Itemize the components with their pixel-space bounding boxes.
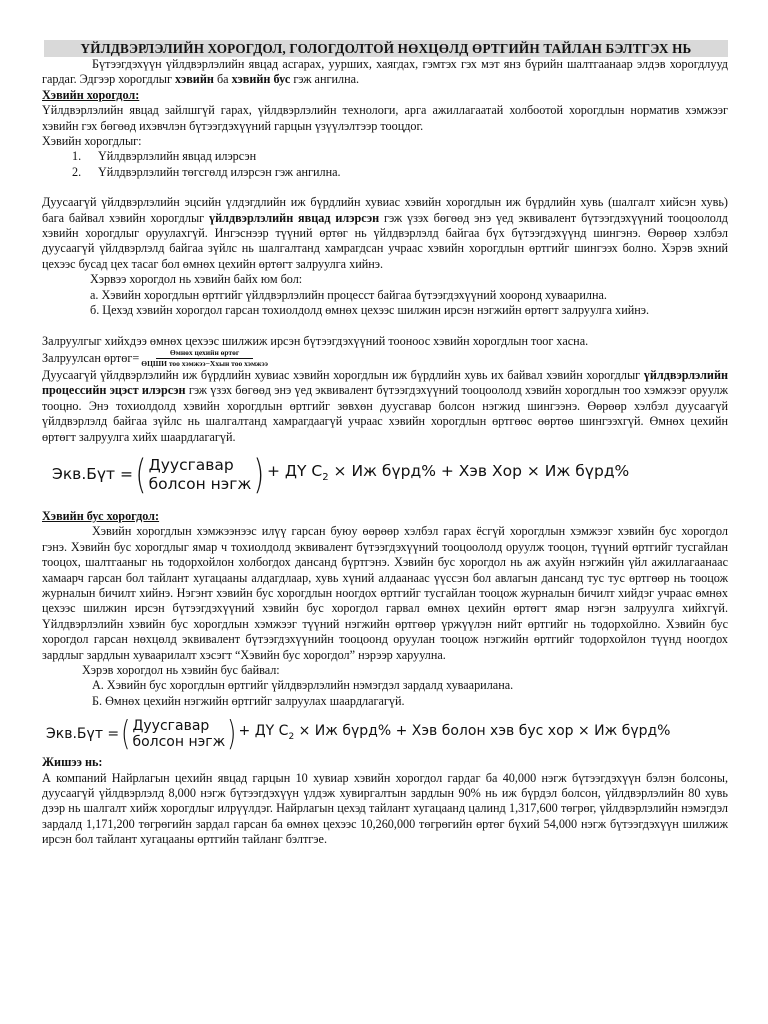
abnormal-loss-paragraph: Хэвийн хорогдлын хэмжээнээс илүү гарсан буюу өөрөөр хэлбэл гарах ёсгүй хорогдлын хэмжээг хэвийн бус хорогдол гэнэ. Хэвийн бус хорогдлыг ямар ч тохиолдолд эквивалент бүтээгдэхүүний тооцоололд оруулж тооцон, түүний өртгийг тусгайлан тооцох, шалтгааныг нь тодорхойлон холбогдох дансанд бүртгэнэ. Хэвийн бус хорогдол нь аж ахуйн нэгжийн үйл ажиллагаанаас хамаарч гарсан бол тайлант хугацааны алдагдлаар, хувь хүний алдаанаас үүссэн бол авлагын дансанд тус тус өртгөөр нь тооцож журналын бичилт хийнэ. Нэгэнт хэвийн бус хорогдлын ноогдох өртгийг тусгайлан тооцож журналын бичилт хийдэг учраас өмнөх цехээс шилжин ирсэн бүтээгдэхүүний хэвийн бус хорогдол гарвал өмнөх цехийн өртөгт ямар нэгэн залруулга хийхгүй. Үйлдвэрлэлийн хэвийн бус хорогдлын хэмжээг түүний нэгжийн өртгөөр үржүүлэн нийт өртгийг нь тодорхойлно. Хэвийн бус хорогдол гарсан нөхцөлд эквивалент бүтээгдэхүүнийн тооцоонд оруулан тооцож нэгжийн өртгийг тодорхойлон түүнд ноогдох зардлыг зардлын хуваарилалт хэсэгт “Хэвийн бус хорогдол” нэрээр харуулна. [42, 524, 728, 662]
list-item: 1. Үйлдвэрлэлийн явцад илэрсэн [72, 149, 257, 164]
adjusted-cost-formula [42, 349, 728, 368]
normal-if-label: Хэрвээ хорогдол нь хэвийн байх юм бол: [90, 272, 303, 287]
list-item: 2. Үйлдвэрлэлийн төгсгөлд илэрсэн гэж ангилна. [72, 164, 341, 179]
intro-paragraph: Бүтээгдэхүүн үйлдвэрлэлийн явцад асгарах, уурших, хаягдах, гэмтэх гэх мэт янз бүрийн шалтгаанаар элдэв хорогдлууд гардаг. Эдгээр хорогдлыг хэвийн ба хэвийн бус гэж ангилна. [42, 57, 728, 87]
normal-loss-definition: Үйлдвэрлэлийн явцад зайлшгүй гарах, үйлдвэрлэлийн технологи, арга ажиллагаатай холбоотой хорогдлын норматив хэмжээг хэвийн гэх бөгөөд ихэвчлэн бүтээгдэхүүний гарцын үзүүлэлтээр тооцдог. [42, 103, 728, 133]
equivalent-units-formula-normal: Экв.Бүт = ( Дуусгавар болсон нэгж ) + ДҮ $С_2$ × Иж бүрд% + Хэв Хор × Иж бүрд% [52, 451, 630, 498]
page-title: ҮЙЛДВЭРЛЭЛИЙН ХОРОГДОЛ, ГОЛОГДОЛТОЙ НӨХЦӨЛД ӨРТГИЙН ТАЙЛАН БЭЛТГЭХ НЬ [44, 40, 728, 57]
abnormal-if-b: Б. Өмнөх цехийн нэгжийн өртгийг залруулах шаардлагагүй. [92, 693, 405, 708]
abnormal-if-label: Хэрэв хорогдол нь хэвийн бус байвал: [82, 663, 280, 677]
document-page [42, 40, 728, 848]
normal-if-b: б. Цехэд хэвийн хорогдол гарсан тохиолдолд өмнөх цехээс шилжин ирсэн нэгжийн өртөгт залруулга хийнэ. [90, 303, 650, 318]
normal-if-a: а. Хэвийн хорогдлын өртгийг үйлдвэрлэлийн процесст байгаа бүтээгдэхүүний хооронд хуваарилна. [90, 287, 607, 302]
fraction-numerator: Өмнөх цехийн өртөг [156, 349, 253, 359]
example-paragraph: А компаний Найрлагын цехийн явцад гарцын 10 хувиар хэвийн хорогдол гардаг ба 40,000 нэгж бүтээгдэхүүн бэлэн болсоны, дуусаагүй үйлдвэрлэлд 8,000 нэгж бүтээгдэхүүн үлдэж хувиргалтын зардлын 90% нь иж бүрдэл болсон, үйлдвэрлэлийн 80 хувь дээр нь шалгалт хийж хорогдлыг илрүүлдэг. Найрлагын цехэд тайлант хугацаанд цалинд 1,317,600 төгрөг, үйлдвэрлэлийн нэмэгдэл зардалд 1,171,200 төгрөгийн зардал гарсан ба өмнөх цехээс 10,260,000 төгрөгийн өртөг бүхий 54,000 нэгж бүтээгдэхүүн шилжиж ирсэн бол тайлант хугацааны өртгийн тайланг бэлтгэе. [42, 770, 728, 847]
abnormal-loss-heading: Хэвийн бус хорогдол: [42, 508, 160, 523]
adjusted-cost-label: Залруулсан өртөг= [42, 350, 140, 365]
abnormal-if-a: А. Хэвийн бус хорогдлын өртгийг үйлдвэрлэлийн нэмэгдэл зардалд хуваарилана. [92, 678, 514, 693]
adjust-note: Залруулгыг хийхдээ өмнөх цехээс шилжиж ирсэн бүтээгдэхүүний тооноос хэвийн хорогдлын тоог хасна. [42, 333, 589, 348]
normal-loss-paragraph-2: Дуусаагүй үйлдвэрлэлийн иж бүрдлийн хувиас хэвийн хорогдлын иж бүрдлийн хувь их байвал хэвийн хорогдлыг үйлдвэрлэлийн процессийн эцэст илэрсэн гэж үзэх бөгөөд энэ үед эквивалент бүтээгдэхүүний тооцоололд хэвийн хорогдлын тоо хэмжээг оруулж тооцно. Энэ тохиолдолд хэвийн хорогдлын өртгийг зөвхөн дуусгавар болсон нэгжид шингээнэ. Өөрөөр хэлбэл дуусаагүй үйлдвэрлэлд байгаа зүйлс нь шалгалтанд хамрагдаагүй учраас хэвийн хорогдлын өртгөөс өөртөө шингээхгүй. Өмнөх цехийн өртөгт залруулга хийх шаардлагагүй. [42, 367, 728, 444]
example-heading: Жишээ нь: [42, 755, 103, 770]
fraction-denominator: ӨЦШИ тоо хэмжээ−Ххын тоо хэмжээ [141, 358, 268, 368]
equivalent-units-formula-abnormal: Экв.Бүт = ( Дуусгавар болсон нэгж ) + ДҮ $С_2$ × Иж бүрд% + Хэв болон хэв бус хор × Иж бүрд% [46, 714, 671, 755]
adjusted-cost-fraction [141, 349, 268, 368]
normal-loss-types-list [42, 149, 728, 180]
normal-loss-paragraph-1: Дуусаагүй үйлдвэрлэлийн эцсийн үлдэгдлийн иж бүрдлийн хувиас хэвийн хорогдлын иж бүрдлийн хувь (шалгалт хийсэн хувь) бага байвал хэвийн хорогдлыг үйлдвэрлэлийн явцад илэрсэн гэж үзэх бөгөөд энэ үед эквивалент бүтээгдэхүүний тооцоололд хэвийн хорогдлыг оруулахгүй. Ингэснээр түүний өртөг нь үйлдвэрлэлд байгаа бүх бүтээгдэхүүнд шингэнэ. Өөрөөр хэлбэл дуусаагүй үйлдвэрлэлд байгаа зүйлс нь шалгалтанд хамрагдсан учраас хэвийн хорогдлын өртгийг шингээх болно. Хэрэв эхний цехээс бусад цех тасаг бол өмнөх цехийн өртөгт залруулга хийнэ. [42, 195, 729, 271]
normal-loss-types-label: Хэвийн хорогдлыг: [42, 134, 142, 149]
normal-loss-heading: Хэвийн хорогдол: [42, 87, 140, 102]
